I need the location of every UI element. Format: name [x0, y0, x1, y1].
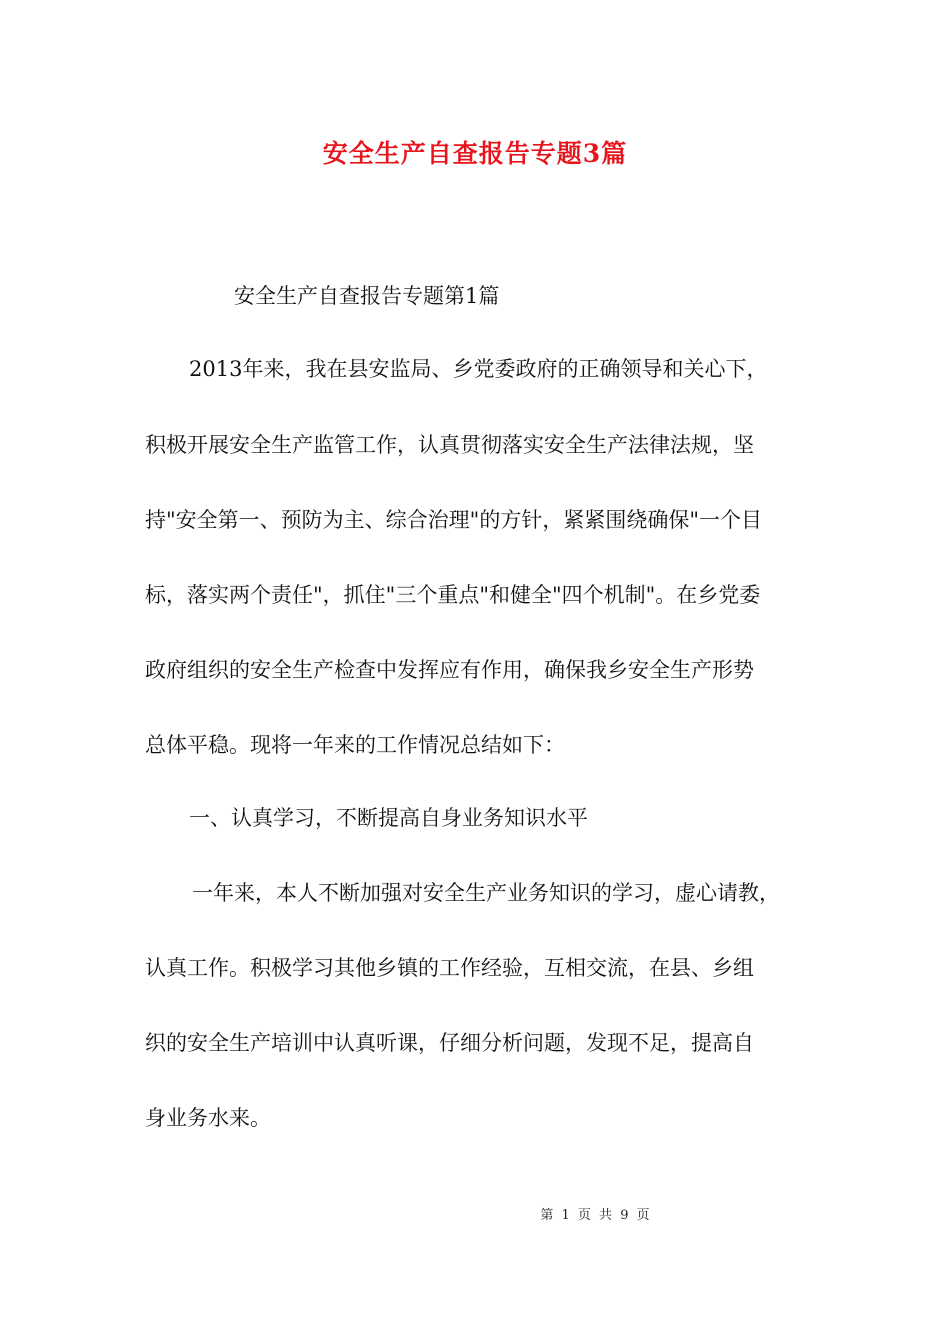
- section-heading: 安全生产自查报告专题第1篇: [234, 284, 500, 308]
- page-number-footer: 第 1 页 共 9 页: [540, 1208, 650, 1223]
- paragraph-line: 政府组织的安全生产检查中发挥应有作用，确保我乡安全生产形势: [145, 658, 754, 682]
- paragraph-line: 标，落实两个责任"，抓住"三个重点"和健全"四个机制"。在乡党委: [145, 583, 761, 607]
- document-title: 安全生产自查报告专题3篇: [322, 139, 628, 168]
- paragraph-line: 积极开展安全生产监管工作，认真贯彻落实安全生产法律法规，坚: [145, 433, 754, 457]
- paragraph-line: 2013年来，我在县安监局、乡党委政府的正确领导和关心下，: [189, 357, 768, 381]
- paragraph-line: 一年来，本人不断加强对安全生产业务知识的学习，虚心请教，: [192, 881, 780, 905]
- paragraph-line: 认真工作。积极学习其他乡镇的工作经验，互相交流，在县、乡组: [145, 956, 754, 980]
- paragraph-line: 总体平稳。现将一年来的工作情况总结如下：: [145, 733, 565, 757]
- paragraph-line: 持"安全第一、预防为主、综合治理"的方针，紧紧围绕确保"一个目: [145, 508, 762, 532]
- paragraph-line: 身业务水来。: [145, 1106, 271, 1130]
- subheading-study: 一、认真学习，不断提高自身业务知识水平: [189, 806, 588, 830]
- paragraph-line: 织的安全生产培训中认真听课，仔细分析问题，发现不足，提高自: [145, 1031, 754, 1055]
